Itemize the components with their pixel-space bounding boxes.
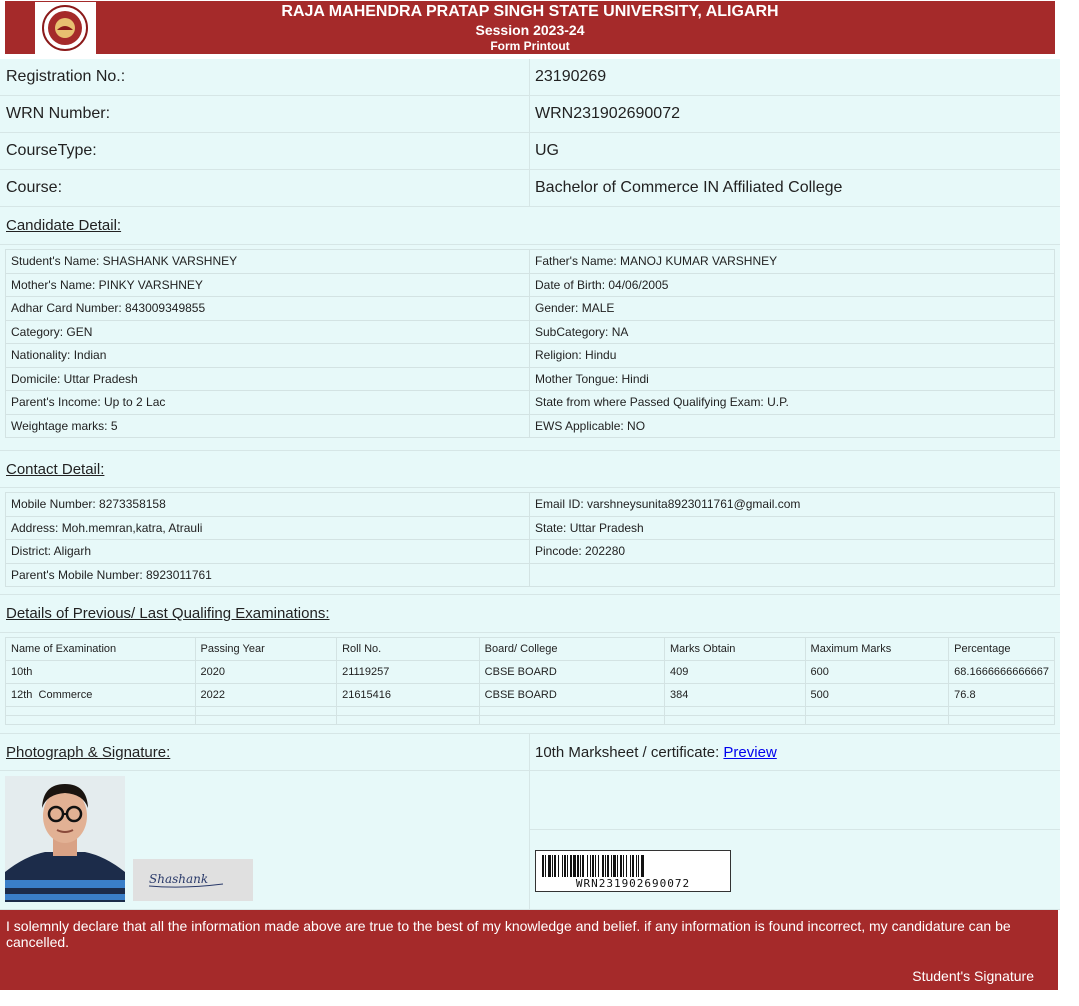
summary-value: 23190269 xyxy=(535,68,607,85)
barcode-bar xyxy=(613,855,616,877)
barcode-bar xyxy=(542,855,544,877)
candidate-field: Religion: Hindu xyxy=(530,344,1055,368)
barcode-bar xyxy=(590,855,591,877)
candidate-signature-image xyxy=(133,859,253,901)
column-header: Maximum Marks xyxy=(805,638,949,661)
barcode-bar xyxy=(607,855,609,877)
barcode-bar xyxy=(552,855,553,877)
table-row xyxy=(6,493,1055,517)
barcode-bar xyxy=(638,855,639,877)
contact-field xyxy=(530,563,1055,587)
contact-field: Mobile Number: 8273358158 xyxy=(6,493,530,517)
contact-field: District: Aligarh xyxy=(6,540,530,564)
contact-field: Address: Moh.memran,katra, Atrauli xyxy=(6,516,530,540)
candidate-field: Weightage marks: 5 xyxy=(6,414,530,438)
barcode-bar xyxy=(587,855,588,877)
candidate-field: Nationality: Indian xyxy=(6,344,530,368)
declaration-text: I solemnly declare that all the information made above are true to the best of my knowledge and belief. if any information is found incorrect, my candidature can be cancelled. xyxy=(6,918,1011,950)
exam-cell: 2022 xyxy=(195,684,337,707)
exam-cell: CBSE BOARD xyxy=(479,661,664,684)
marksheet-preview-link[interactable]: Preview xyxy=(723,743,777,761)
candidate-field: Parent's Income: Up to 2 Lac xyxy=(6,391,530,415)
contact-field: Parent's Mobile Number: 8923011761 xyxy=(6,563,530,587)
candidate-field: State from where Passed Qualifying Exam: U.P. xyxy=(530,391,1055,415)
table-row xyxy=(6,414,1055,438)
exam-cell: 76.8 xyxy=(949,684,1055,707)
barcode-bar xyxy=(580,855,581,877)
barcode-bar xyxy=(602,855,604,877)
candidate-field: Student's Name: SHASHANK VARSHNEY xyxy=(6,250,530,274)
summary-value: WRN231902690072 xyxy=(535,105,680,122)
candidate-field: Mother's Name: PINKY VARSHNEY xyxy=(6,273,530,297)
barcode-bar xyxy=(570,855,572,877)
candidate-field: Father's Name: MANOJ KUMAR VARSHNEY xyxy=(530,250,1055,274)
column-header: Percentage xyxy=(949,638,1055,661)
table-row xyxy=(6,320,1055,344)
table-row xyxy=(6,297,1055,321)
barcode-bar xyxy=(630,855,631,877)
exam-cell: 409 xyxy=(665,661,806,684)
section-heading-row xyxy=(0,451,1060,488)
summary-value: Bachelor of Commerce IN Affiliated College xyxy=(535,179,843,196)
table-row xyxy=(6,661,1055,684)
barcode-bar xyxy=(611,855,612,877)
exam-cell: 600 xyxy=(805,661,949,684)
exam-cell: 500 xyxy=(805,684,949,707)
candidate-field: Adhar Card Number: 843009349855 xyxy=(6,297,530,321)
table-row xyxy=(6,250,1055,274)
candidate-field: EWS Applicable: NO xyxy=(530,414,1055,438)
candidate-field: Date of Birth: 04/06/2005 xyxy=(530,273,1055,297)
exam-cell: CBSE BOARD xyxy=(479,684,664,707)
table-row xyxy=(6,516,1055,540)
candidate-photo xyxy=(5,776,125,902)
svg-text:Shashank: Shashank xyxy=(149,872,209,886)
barcode-bar xyxy=(564,855,566,877)
section-heading-row xyxy=(0,595,1060,633)
table-header-row xyxy=(6,638,1055,661)
table-row xyxy=(6,273,1055,297)
candidate-field: Gender: MALE xyxy=(530,297,1055,321)
summary-value: UG xyxy=(535,142,559,159)
barcode-bar xyxy=(577,855,579,877)
barcode-bar xyxy=(595,855,596,877)
barcode-bar xyxy=(641,855,644,877)
summary-row xyxy=(0,170,1060,207)
candidate-field: Domicile: Uttar Pradesh xyxy=(6,367,530,391)
barcode-bar xyxy=(545,855,546,877)
barcode-bar xyxy=(620,855,622,877)
table-row xyxy=(6,367,1055,391)
exam-cell: 10th xyxy=(6,661,196,684)
column-header: Board/ College xyxy=(479,638,664,661)
exam-detail-heading: Details of Previous/ Last Qualifing Examinations: xyxy=(6,605,330,622)
table-row xyxy=(6,707,1055,716)
table-row xyxy=(6,391,1055,415)
table-row xyxy=(6,684,1055,707)
barcode-bar xyxy=(562,855,563,877)
table-row xyxy=(6,716,1055,725)
contact-detail-heading: Contact Detail: xyxy=(6,460,105,478)
student-signature-label: Student's Signature xyxy=(912,968,1034,984)
photo-block xyxy=(0,771,1060,910)
candidate-detail-heading: Candidate Detail: xyxy=(6,217,122,234)
barcode-bar xyxy=(582,855,584,877)
summary-row xyxy=(0,133,1060,170)
summary-label: Registration No.: xyxy=(6,68,126,85)
barcode-bar xyxy=(605,855,606,877)
exam-cell: 21119257 xyxy=(337,661,480,684)
barcode-bar xyxy=(567,855,568,877)
column-header: Marks Obtain xyxy=(665,638,806,661)
barcode-bar xyxy=(623,855,624,877)
summary-label: WRN Number: xyxy=(6,105,111,122)
exam-table xyxy=(5,637,1055,725)
exam-cell: 384 xyxy=(665,684,806,707)
summary-row xyxy=(0,59,1060,96)
table-row xyxy=(6,563,1055,587)
barcode-bar xyxy=(554,855,556,877)
contact-field: Email ID: varshneysunita8923011761@gmail.com xyxy=(530,493,1055,517)
barcode-text: WRN231902690072 xyxy=(575,877,691,890)
candidate-field: Mother Tongue: Hindi xyxy=(530,367,1055,391)
barcode-bar xyxy=(617,855,618,877)
candidate-field: Category: GEN xyxy=(6,320,530,344)
contact-field: State: Uttar Pradesh xyxy=(530,516,1055,540)
candidate-detail-table xyxy=(5,249,1055,438)
contact-field: Pincode: 202280 xyxy=(530,540,1055,564)
section-heading-row xyxy=(0,207,1060,245)
barcode-bar xyxy=(573,855,576,877)
session-label: Session 2023-24 xyxy=(475,22,585,38)
summary-label: Course: xyxy=(6,179,63,196)
column-header: Passing Year xyxy=(195,638,337,661)
form-label: Form Printout xyxy=(490,39,570,53)
exam-cell: 2020 xyxy=(195,661,337,684)
table-row xyxy=(6,540,1055,564)
summary-row xyxy=(0,96,1060,133)
column-header: Roll No. xyxy=(337,638,480,661)
declaration-panel xyxy=(0,910,1058,990)
exam-cell: 68.1666666666667 xyxy=(949,661,1055,684)
form-header xyxy=(5,1,1055,54)
section-heading-row xyxy=(0,734,1060,771)
barcode-bar xyxy=(636,855,637,877)
barcode-bar xyxy=(592,855,594,877)
column-header: Name of Examination xyxy=(6,638,196,661)
wrn-barcode xyxy=(535,850,731,892)
barcode-bar xyxy=(558,855,559,877)
candidate-field: SubCategory: NA xyxy=(530,320,1055,344)
barcode-bar xyxy=(598,855,599,877)
exam-cell: 21615416 xyxy=(337,684,480,707)
marksheet-label: 10th Marksheet / certificate: xyxy=(535,743,724,761)
barcode-bar xyxy=(626,855,627,877)
photo-signature-heading: Photograph & Signature: xyxy=(6,743,171,761)
barcode-bar xyxy=(632,855,634,877)
table-row xyxy=(6,344,1055,368)
barcode-bar xyxy=(548,855,551,877)
university-name: RAJA MAHENDRA PRATAP SINGH STATE UNIVERSITY, ALIGARH xyxy=(281,3,779,20)
summary-label: CourseType: xyxy=(6,142,97,159)
contact-detail-table xyxy=(5,492,1055,587)
marksheet-row xyxy=(535,734,777,770)
exam-cell: 12th Commerce xyxy=(6,684,196,707)
